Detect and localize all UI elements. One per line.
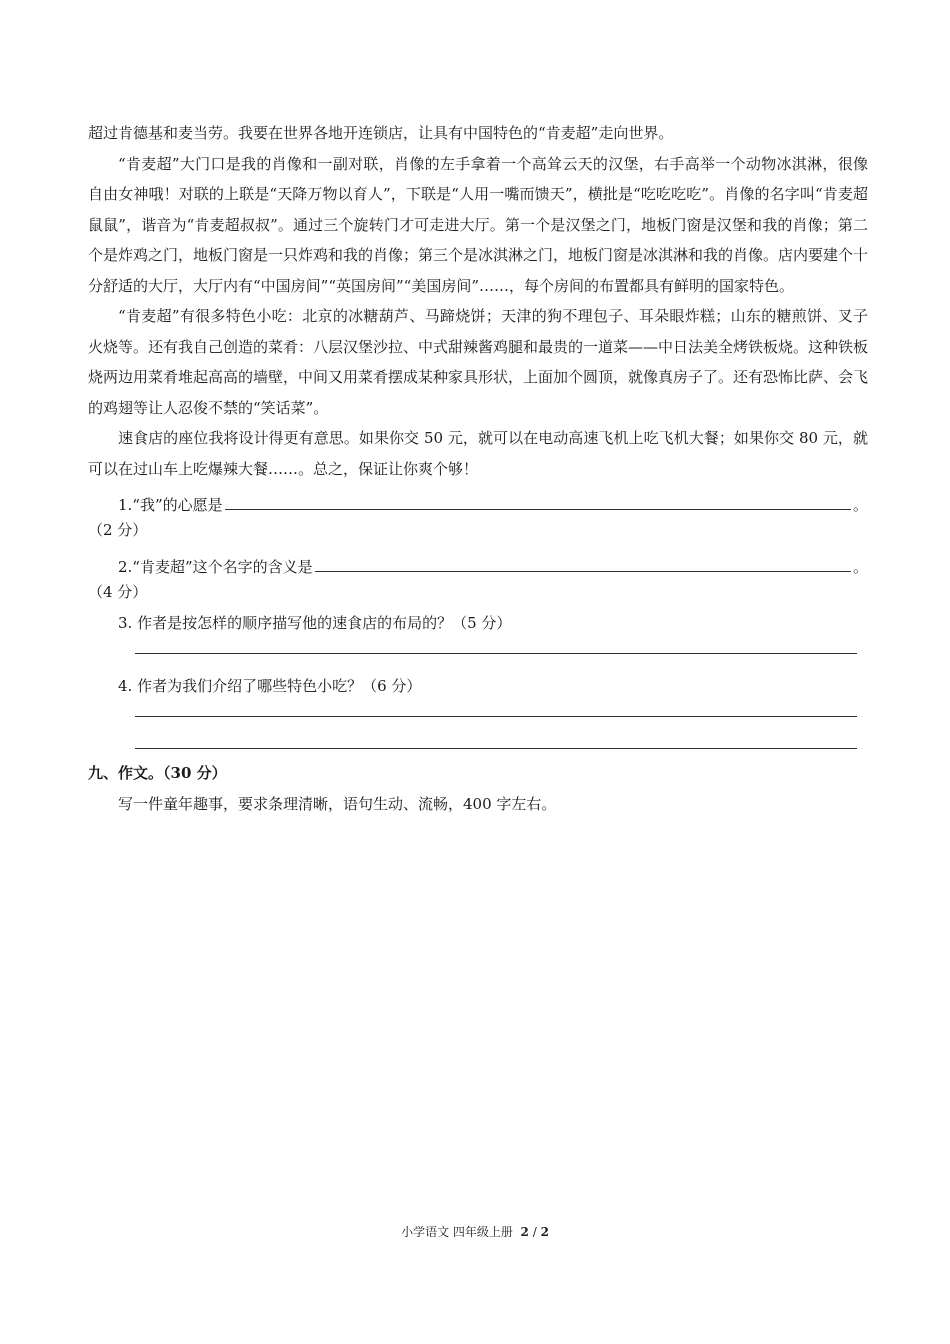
page-footer: [0, 1223, 950, 1240]
question-1-score: （2 分）: [88, 521, 148, 539]
footer-page-total: 2: [540, 1225, 549, 1239]
reading-passage: [88, 118, 868, 820]
question-3-text: 3. 作者是按怎样的顺序描写他的速食店的布局的？（5 分）: [118, 614, 512, 632]
question-2: [88, 546, 868, 577]
passage-paragraph-4: 速食店的座位我将设计得更有意思。如果你交 50 元，就可以在电动高速飞机上吃飞机大餐；如果你交 80 元，就可以在过山车上吃爆辣大餐……。总之，保证让你爽个够！: [88, 429, 868, 478]
passage-paragraph-3: “肯麦超”有很多特色小吃：北京的冰糖葫芦、马蹄烧饼；天津的狗不理包子、耳朵眼炸糕；山东的糖煎饼、叉子火烧等。还有我自己创造的菜肴：八层汉堡沙拉、中式甜辣酱鸡腿和最贵的一道菜——中日法美全烤铁板烧。这种铁板烧两边用菜肴堆起高高的墙壁，中间又用菜肴摆成某种家具形状，上面加个圆顶，就像真房子了。还有恐怖比萨、会飞的鸡翅等让人忍俊不禁的“笑话菜”。: [88, 307, 869, 417]
section-9-heading: 九、作文。（30 分）: [88, 764, 227, 782]
passage-paragraph-1: 超过肯德基和麦当劳。我要在世界各地开连锁店，让具有中国特色的“肯麦超”走向世界。: [88, 124, 674, 142]
question-2-score: （4 分）: [88, 583, 148, 601]
section-9-prompt: 写一件童年趣事，要求条理清晰，语句生动、流畅，400 字左右。: [118, 795, 557, 813]
question-1-answer-blank[interactable]: [225, 489, 851, 510]
question-2-end: 。: [852, 558, 868, 576]
footer-separator: /: [528, 1225, 541, 1239]
footer-page-number: 2: [520, 1225, 529, 1239]
question-4-text: 4. 作者为我们介绍了哪些特色小吃？（6 分）: [118, 677, 422, 695]
question-2-answer-blank[interactable]: [315, 551, 851, 572]
footer-label: 小学语文 四年级上册: [401, 1225, 513, 1239]
passage-paragraph-2: “肯麦超”大门口是我的肖像和一副对联，肖像的左手拿着一个高耸云天的汉堡，右手高举一个动物冰淇淋，很像自由女神哦！对联的上联是“天降万物以育人”，下联是“人用一嘴而馈天”，横批是“吃吃吃吃”。肖像的名字叫“肯麦超鼠鼠”，谐音为“肯麦超叔叔”。通过三个旋转门才可走进大厅。第一个是汉堡之门，地板门窗是汉堡和我的肖像；第二个是炸鸡之门，地板门窗是一只炸鸡和我的肖像；第三个是冰淇淋之门，地板门窗是冰淇淋和我的肖像。店内要建个十分舒适的大厅，大厅内有“中国房间”“英国房间”“美国房间”……，每个房间的布置都具有鲜明的国家特色。: [88, 154, 869, 295]
question-1: [88, 484, 868, 515]
question-2-text: 2.“肯麦超”这个名字的含义是: [118, 558, 313, 576]
question-1-text: 1.“我”的心愿是: [118, 496, 223, 514]
question-1-end: 。: [852, 496, 868, 514]
